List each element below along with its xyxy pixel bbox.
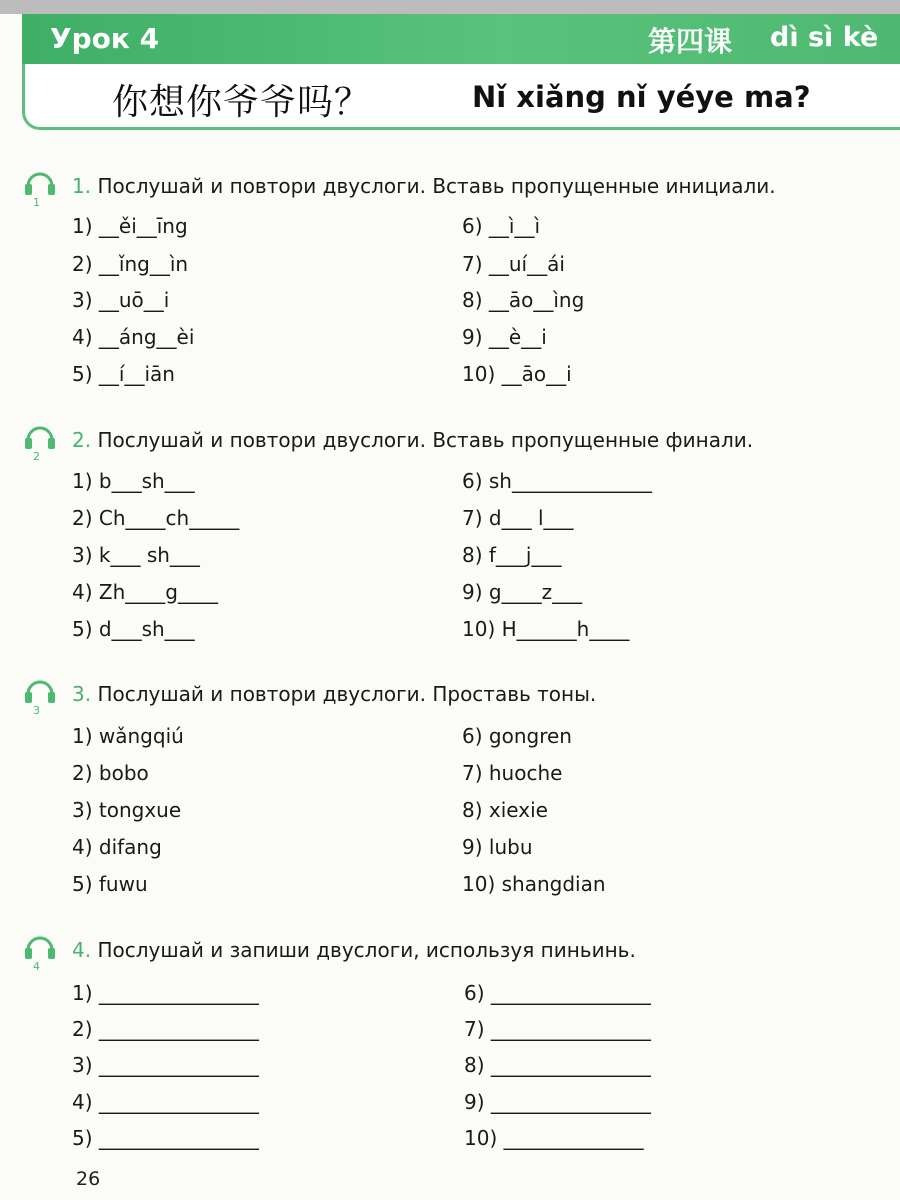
exercise-3-item[interactable]: 7) huoche — [462, 761, 563, 785]
exercise-1-item[interactable]: 6) __ì__ì — [462, 214, 540, 238]
exercise-2-title — [72, 428, 753, 452]
exercise-2-number: 2. — [72, 428, 92, 452]
exercise-4-item[interactable]: 7) ________________ — [464, 1017, 651, 1041]
lesson-label-cn: 第四课 — [648, 25, 733, 58]
exercise-2-item[interactable]: 6) sh______________ — [462, 469, 652, 493]
exercise-4-item[interactable]: 2) ________________ — [72, 1017, 259, 1041]
exercise-4-number: 4. — [72, 938, 92, 962]
audio-track-number: 2 — [33, 450, 40, 463]
top-scan-strip — [0, 0, 900, 14]
exercise-4-item[interactable]: 10) ______________ — [464, 1126, 644, 1150]
exercise-4-header — [0, 930, 900, 973]
lesson-label-pinyin: dì sì kè — [770, 22, 879, 53]
exercise-3-item[interactable]: 1) wǎngqiú — [72, 724, 184, 748]
lesson-title-pinyin: Nǐ xiǎng nǐ yéye ma? — [472, 80, 811, 114]
exercise-4-instruction: Послушай и запиши двуслоги, используя пиньинь. — [97, 938, 636, 962]
exercise-2-item[interactable]: 9) g____z___ — [462, 580, 583, 604]
audio-track-number: 1 — [33, 196, 40, 209]
exercise-4-item[interactable]: 3) ________________ — [72, 1053, 259, 1077]
exercise-2-header — [0, 420, 900, 463]
exercise-3-item[interactable]: 2) bobo — [72, 761, 149, 785]
exercise-3-item[interactable]: 4) difang — [72, 835, 162, 859]
exercise-2-item[interactable]: 3) k___ sh___ — [72, 543, 200, 567]
exercise-2-item[interactable]: 2) Ch____ch_____ — [72, 506, 240, 530]
exercise-2-item[interactable]: 1) b___sh___ — [72, 469, 195, 493]
exercise-3-item[interactable]: 3) tongxue — [72, 798, 182, 822]
exercise-4-item[interactable]: 5) ________________ — [72, 1126, 259, 1150]
lesson-label-ru: Урок 4 — [50, 22, 160, 55]
exercise-1-title — [72, 174, 776, 198]
lesson-title-cn: 你想你爷爷吗？ — [112, 82, 372, 123]
exercise-4-item[interactable]: 4) ________________ — [72, 1090, 259, 1114]
exercise-1-item[interactable]: 4) __áng__èi — [72, 325, 195, 349]
exercise-3-title — [72, 682, 596, 706]
exercise-1-instruction: Послушай и повтори двуслоги. Вставь пропущенные инициали. — [97, 174, 776, 198]
exercise-3-number: 3. — [72, 682, 92, 706]
exercise-1-number: 1. — [72, 174, 92, 198]
exercise-2-item[interactable]: 8) f___j___ — [462, 543, 562, 567]
exercise-4-item[interactable]: 8) ________________ — [464, 1053, 651, 1077]
exercise-2-item[interactable]: 5) d___sh___ — [72, 617, 195, 641]
exercise-3-header — [0, 674, 900, 717]
audio-track-number: 3 — [33, 704, 40, 717]
exercise-1-item[interactable]: 1) __ěi__īng — [72, 214, 188, 238]
headphones-icon[interactable] — [22, 420, 58, 456]
exercise-2-item[interactable]: 7) d___ l___ — [462, 506, 574, 530]
exercise-4-item[interactable]: 1) ________________ — [72, 981, 259, 1005]
exercise-2-instruction: Послушай и повтори двуслоги. Вставь пропущенные финали. — [97, 428, 754, 452]
exercise-1-item[interactable]: 10) __āo__i — [462, 362, 572, 386]
exercise-4-item[interactable]: 6) ________________ — [464, 981, 651, 1005]
exercise-3-item[interactable]: 8) xiexie — [462, 798, 548, 822]
exercise-3-item[interactable]: 6) gongren — [462, 724, 572, 748]
exercise-1-item[interactable]: 2) __ǐng__ìn — [72, 252, 189, 276]
exercise-3-item[interactable]: 10) shangdian — [462, 872, 606, 896]
exercise-1-item[interactable]: 7) __uí__ái — [462, 252, 565, 276]
exercise-1-item[interactable]: 3) __uō__i — [72, 288, 170, 312]
exercise-1-item[interactable]: 9) __è__i — [462, 325, 547, 349]
exercise-3-item[interactable]: 9) lubu — [462, 835, 533, 859]
exercise-2-item[interactable]: 4) Zh____g____ — [72, 580, 218, 604]
exercise-1-header — [0, 166, 900, 209]
exercise-1-item[interactable]: 5) __í__iān — [72, 362, 175, 386]
exercise-3-item[interactable]: 5) fuwu — [72, 872, 148, 896]
audio-track-number: 4 — [33, 960, 40, 973]
exercise-3-instruction: Послушай и повтори двуслоги. Проставь тоны. — [97, 682, 597, 706]
exercise-4-item[interactable]: 9) ________________ — [464, 1090, 651, 1114]
page-number: 26 — [76, 1168, 101, 1190]
headphones-icon[interactable] — [22, 674, 58, 710]
exercise-1-item[interactable]: 8) __āo__ìng — [462, 288, 585, 312]
headphones-icon[interactable] — [22, 930, 58, 966]
exercise-4-title — [72, 938, 636, 962]
headphones-icon[interactable] — [22, 166, 58, 202]
exercise-2-item[interactable]: 10) H______h____ — [462, 617, 630, 641]
